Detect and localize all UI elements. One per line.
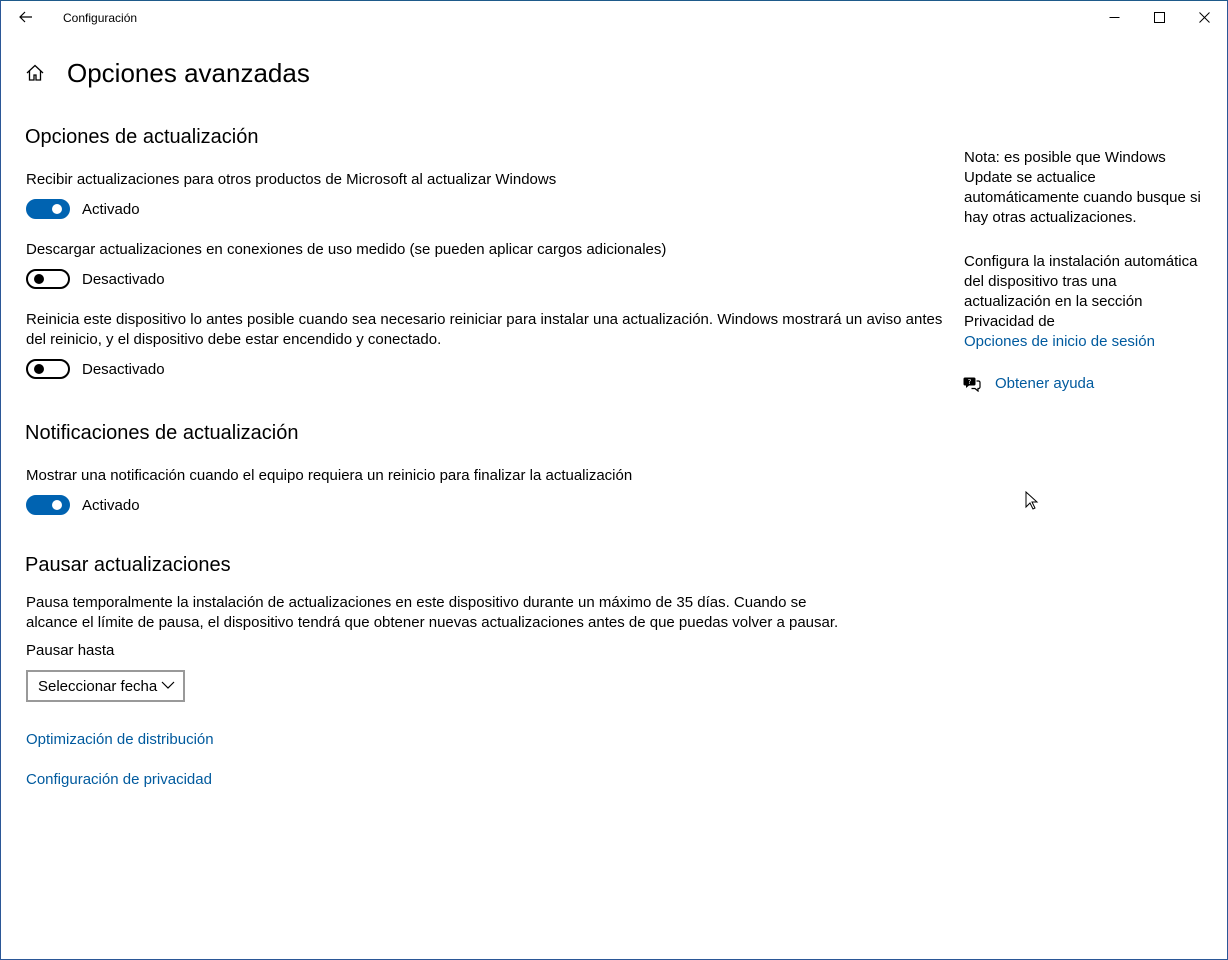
section-title-notifications: Notificaciones de actualización [25,422,299,444]
setting-label-restart-line2: del reinicio, y el dispositivo debe estar encendido y conectado. [26,331,442,348]
toggle-switch-off[interactable] [26,269,70,289]
sidebar-note-line: Update se actualice [964,169,1096,186]
sidebar-config [964,252,1214,352]
pause-description-line2: alcance el límite de pausa, el dispositivo tendrá que obtener nuevas actualizaciones antes de que puedas volver a pausar. [26,614,839,631]
get-help-text: Obtener ayuda [995,375,1095,392]
link-delivery-optimization[interactable]: Optimización de distribución [26,731,214,748]
chevron-down-icon [161,680,175,690]
toggle-switch-on[interactable] [26,199,70,219]
toggle-state-label: Desactivado [82,270,165,288]
title-bar [1,1,1227,33]
toggle-switch-off[interactable] [26,359,70,379]
home-icon [25,63,45,83]
toggle-switch-on[interactable] [26,495,70,515]
sidebar-config-line: Configura la instalación automática [964,253,1198,270]
toggle-state-label: Activado [82,496,140,514]
sidebar-note-line: Nota: es posible que Windows [964,149,1166,166]
get-help-link[interactable] [963,375,1094,392]
setting-label-restart-line1: Reinicia este dispositivo lo antes posible cuando sea necesario reiniciar para instalar una actualización. Windows mostrará un aviso antes [26,311,943,328]
pause-date-dropdown[interactable] [26,670,185,702]
arrow-left-icon [19,11,33,23]
link-sign-in-options[interactable]: Opciones de inicio de sesión [964,333,1155,350]
close-button[interactable] [1181,1,1227,33]
setting-label-other-products: Recibir actualizaciones para otros productos de Microsoft al actualizar Windows [26,171,557,188]
minimize-button[interactable] [1091,1,1137,33]
pause-until-label: Pausar hasta [26,642,115,659]
close-icon [1199,12,1210,23]
dropdown-value: Seleccionar fecha [38,677,158,695]
sidebar-note [964,148,1214,228]
mouse-cursor-icon [1025,491,1039,511]
maximize-button[interactable] [1136,1,1182,33]
maximize-icon [1154,12,1165,23]
toggle-metered[interactable] [26,268,165,290]
section-title-update-options: Opciones de actualización [25,126,259,148]
minimize-icon [1109,12,1120,23]
sidebar-config-line: Privacidad de [964,313,1055,330]
toggle-state-label: Activado [82,200,140,218]
pause-description-line1: Pausa temporalmente la instalación de actualizaciones en este dispositivo durante un máximo de 35 días. Cuando se [26,594,807,611]
sidebar-config-line: del dispositivo tras una [964,273,1117,290]
sidebar-note-line: hay otras actualizaciones. [964,209,1137,226]
home-button[interactable] [25,63,47,85]
section-title-pause: Pausar actualizaciones [25,554,231,576]
sidebar-config-line: actualización en la sección [964,293,1143,310]
svg-text:?: ? [967,377,972,386]
setting-label-notification: Mostrar una notificación cuando el equipo requiera un reinicio para finalizar la actualización [26,467,633,484]
toggle-restart[interactable] [26,358,165,380]
back-button[interactable] [9,3,43,31]
setting-label-metered: Descargar actualizaciones en conexiones de uso medido (se pueden aplicar cargos adicionales) [26,241,667,258]
link-privacy-settings[interactable]: Configuración de privacidad [26,771,212,788]
page-title: Opciones avanzadas [67,58,310,88]
toggle-state-label: Desactivado [82,360,165,378]
toggle-notification[interactable] [26,494,140,516]
toggle-other-products[interactable] [26,198,140,220]
app-title: Configuración [63,11,138,25]
help-chat-icon [963,376,981,392]
sidebar-note-line: automáticamente cuando busque si [964,189,1201,206]
